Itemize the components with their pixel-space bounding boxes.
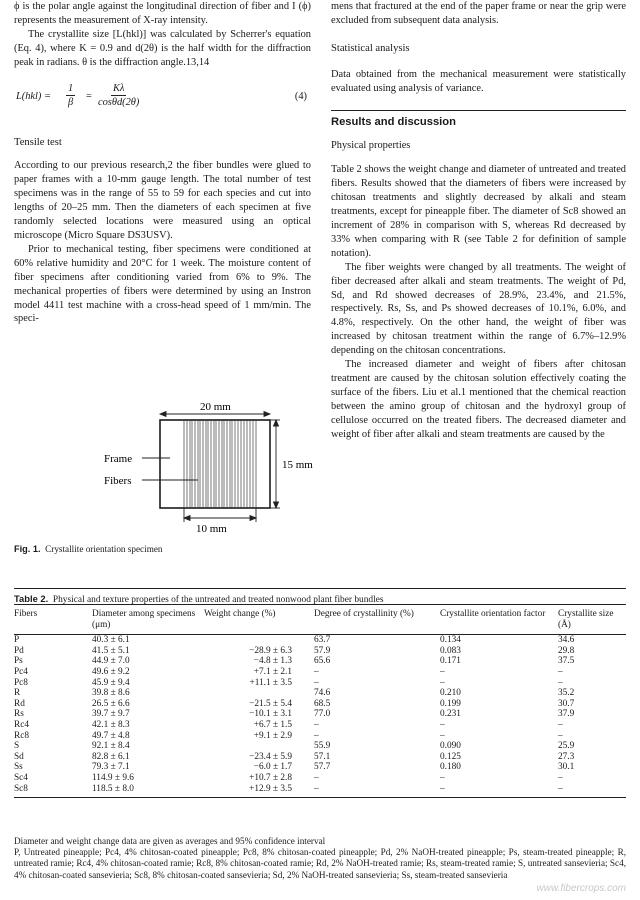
table-row [14,741,626,752]
table-cell: 35.2 [558,688,575,699]
table-cell: 37.5 [558,656,575,667]
table-cell: 79.3 ± 7.1 [92,762,130,773]
figure-caption [14,544,163,554]
table-cell [204,688,314,699]
table-cell: R [14,688,21,699]
table-cell: 41.5 ± 5.1 [92,645,130,656]
table-header-cell: Degree of crystallinity (%) [314,605,440,635]
table-row [14,656,626,667]
table-cell: 45.9 ± 9.4 [92,677,130,688]
table-cell: – [440,677,445,688]
table-cell [204,635,314,646]
equation-equals: = [86,90,92,102]
table-cell: – [558,730,563,741]
height-dimension-arrow [270,420,280,508]
table-cell: Ss [14,762,23,773]
table-cell: – [558,719,563,730]
table-cell: 55.9 [314,741,331,752]
table-cell: 42.1 ± 8.3 [92,719,130,730]
figure-caption-text: Crystallite orientation specimen [45,544,163,554]
table-row [14,709,626,720]
table-cell: 44.9 ± 7.0 [92,656,130,667]
table-cell: 34.6 [558,635,575,646]
table-row [14,762,626,773]
frame-label: Frame [104,453,133,465]
table-cell: Ps [14,656,23,667]
section-heading-tensile: Tensile test [14,136,62,148]
equation-fraction-1 [66,82,75,111]
table-cell: S [14,741,20,752]
table-cell: Pc4 [14,666,28,677]
table-cell: – [440,719,445,730]
figure-specimen-diagram [100,400,330,540]
table-cell: +7.1 ± 2.1 [253,666,292,677]
table-cell: 26.5 ± 6.6 [92,698,130,709]
table-row [14,752,626,763]
table-cell: −21.5 ± 5.4 [249,698,292,709]
table-cell: 30.7 [558,698,575,709]
table-header-row [14,605,626,635]
table-cell: 0.210 [440,688,461,699]
subsection-heading-physical: Physical properties [331,140,411,152]
paragraph-physical-2: The fiber weights were changed by all treatments. The weight of fiber decreased after alkali and steam treatments. The weight of Pd, Sd, and Rd showed decreases of 28.9%, 23.4%, and 21.5%, respectively. Rs, Ss, and Ps showed decreases of 10.1%, 6.0%, and 4.8%, respectively. On the other hand, the weight of fiber was increased by chitosan treatment within the range of 6.7%–12.9% depending on the chitosan concentrations. [331,261,626,357]
right-column [331,0,626,441]
table-cell: Rc4 [14,719,29,730]
gauge-dimension-arrow [184,508,256,522]
table-cell: 37.9 [558,709,575,720]
equation-fraction-2 [98,82,139,111]
paragraph-statistical: Data obtained from the mechanical measurement were statistically evaluated using analysis of variance. [331,68,626,94]
paragraph-physical-3: The increased diameter and weight of fibers after chitosan treatment are caused by the chitosan solution effectively coating the surface of the fibers. Liu et al.1 mentioned that the chemical reaction between the amino group of chitosan and the hydroxyl group of cellulose occurred on the treated fibers. The decreased diameter and weight of fiber after alkali and steam treatments are caused by the [331,359,626,440]
specimen-diagram-svg [100,400,330,540]
table-cell: – [314,784,440,798]
table-cell: 0.199 [440,698,461,709]
table-header-cell: Weight change (%) [204,605,314,635]
table-cell: Pd [14,645,24,656]
table-cell: Pc8 [14,677,28,688]
table-row [14,678,626,689]
left-column [14,0,311,326]
table-cell: 118.5 ± 8.0 [92,784,204,798]
table-cell: 49.7 ± 4.8 [92,730,130,741]
table-cell: – [314,677,319,688]
table-cell: 29.8 [558,645,575,656]
paragraph-physical-1: Table 2 shows the weight change and diameter of untreated and treated fibers. Results showed that the diameters of fibers were increased by chitosan treatments and slightly decreased by alkali and steam treatments, except for pineapple fiber. The diameter of Sc8 showed an increment of 28% in comparison with S, whereas Rd decreased by 33% when comparing with R (see Table 2 for definition of sample notation). [331,164,627,259]
table-row [14,688,626,699]
table-cell: 0.231 [440,709,461,720]
equation-frac1-numerator: 1 [66,82,75,97]
table-cell: 68.5 [314,698,331,709]
table-cell: Rs [14,709,24,720]
figure-caption-number: Fig. 1. [14,544,41,554]
table-cell: – [314,730,319,741]
table-cell: 0.171 [440,656,461,667]
paragraph-scherrer: The crystallite size [L(hkl)] was calculated by Scherrer's equation (Eq. 4), where K = 0.9 and d(2θ) is the half width for the diffraction peak in radians. θ is the diffraction angle.13,14 [14,28,311,68]
table-cell: – [314,772,319,783]
table-cell: – [440,772,445,783]
table-cell: 114.9 ± 9.6 [92,772,134,783]
table-cell: −28.9 ± 6.3 [249,645,292,656]
table-cell: – [558,784,626,798]
table-row [14,667,626,678]
table-cell: – [314,666,319,677]
table-cell: 74.6 [314,688,331,699]
table-title [14,588,626,605]
paragraph-tensile-1: According to our previous research,2 the fiber bundles were glued to paper frames with a 10-mm gauge length. The total number of test specimens was in the range of 55 to 59 for each species and cut into lengths of 20–25 mm. Then the diameters of each specimen at five randomly selected locations were measured using an optical microscope (Micro Square DS3USV). [14,160,311,241]
table-cell: −4.8 ± 1.3 [253,656,292,667]
equation-frac1-denominator: β [68,97,74,109]
table-cell: 39.8 ± 8.6 [92,688,130,699]
table-cell: 57.9 [314,645,331,656]
table-row [14,720,626,731]
table-header-cell: Crystallite size (Å) [558,605,626,635]
table-note-abbreviations: P, Untreated pineapple; Pc4, 4% chitosan-coated pineapple; Pc8, 8% chitosan-coated pineapple; Pd, 2% NaOH-treated pineapple; Ps, steam-treated pineapple; R, untreated ramie; Rc4, 4% chitosan-coated ramie; Rc8, 8% chitosan-coated ramie; Rd, 2% NaOH-treated ramie; Rs, steam-treated ramie; S, untreated sansevieria; Sc4, 4% chitosan-coated sansevieria; Sc8, 8% chitosan-coated sansevieria; Sd, 2% NaOH-treated sansevieria; Ss, steam-treated sansevieria [14,847,626,880]
table-cell: – [558,677,563,688]
table-row [14,646,626,657]
table-cell: P [14,635,20,646]
paragraph-polar-angle: ϕ is the polar angle against the longitudinal direction of fiber and I (ϕ) represents the measurement of X-ray intensity. [14,1,311,26]
table-cell: +9.1 ± 2.9 [253,730,292,741]
table-row [14,731,626,742]
table-cell: 40.3 ± 6.1 [92,635,130,646]
table-header-cell: Crystallite orientation factor [440,605,558,635]
site-watermark: www.fibercrops.com [536,883,626,894]
table-cell: 0.083 [440,645,461,656]
table-row [14,784,626,798]
height-label: 15 mm [282,459,313,471]
table-cell: 82.8 ± 6.1 [92,751,130,762]
table-cell: – [314,719,319,730]
table-cell: +12.9 ± 3.5 [204,784,314,798]
table-cell: +10.7 ± 2.8 [249,772,292,783]
table-cell: 63.7 [314,635,331,646]
paper-frame-outline [160,420,270,508]
table-body [14,635,626,798]
properties-table [14,604,626,798]
equation-frac2-denominator: cosθd(2θ) [98,97,140,109]
table-cell: 65.6 [314,656,331,667]
table-cell: – [558,772,563,783]
table-header-cell: Fibers [14,605,92,635]
table-cell: +11.1 ± 3.5 [249,677,292,688]
fibers-label: Fibers [104,475,132,487]
table-note-confidence: Diameter and weight change data are given as averages and 95% confidence interval [14,836,326,846]
equation-lhs: L(hkl) = [16,90,52,102]
table-cell: −23.4 ± 5.9 [249,751,292,762]
paragraph-specimens-cont: mens that fractured at the end of the paper frame or near the grip were excluded from subsequent data analysis. [331,1,626,26]
equation-number: (4) [294,90,307,102]
scherrer-equation [14,78,311,120]
table-cell: −6.0 ± 1.7 [253,762,292,773]
table-cell: Rd [14,698,25,709]
table-cell: 49.6 ± 9.2 [92,666,130,677]
table-row [14,773,626,784]
table-title-number: Table 2. [14,593,49,604]
table-cell: 57.7 [314,762,331,773]
table-cell: 77.0 [314,709,331,720]
table-row [14,699,626,710]
table-cell: −10.1 ± 3.1 [249,709,292,720]
table-cell: 27.3 [558,751,575,762]
table-cell: Sc4 [14,772,28,783]
gauge-label: 10 mm [196,523,227,535]
table-cell: – [558,666,563,677]
table-cell [204,741,314,752]
table-cell: 30.1 [558,762,575,773]
table-cell: 39.7 ± 9.7 [92,709,130,720]
table-cell: 0.134 [440,635,461,646]
table-cell: 0.180 [440,762,461,773]
table-title-text: Physical and texture properties of the untreated and treated nonwood plant fiber bundles [52,595,384,605]
table-cell: 25.9 [558,741,575,752]
table-cell: – [440,666,445,677]
table-cell: Rc8 [14,730,29,741]
table-cell: 0.125 [440,751,461,762]
table-cell: Sc8 [14,784,92,798]
equation-frac2-numerator: Kλ [111,82,126,97]
section-heading-results: Results and discussion [331,110,626,130]
table-cell: – [440,784,558,798]
table-cell: 92.1 ± 8.4 [92,741,130,752]
table-header-cell: Diameter among specimens (μm) [92,605,204,635]
table-footnotes [14,836,626,881]
table-cell: 57.1 [314,751,331,762]
table-row [14,635,626,646]
table-cell: 0.090 [440,741,461,752]
paragraph-tensile-2: Prior to mechanical testing, fiber specimens were conditioned at 60% relative humidity and 20°C for 1 week. The moisture content of fiber specimens after conditioning varied from 6% to 9%. The mechanical properties of fibers were determined by using an Instron model 4411 test machine with a cross-head speed of 1 mm/min. The speci- [14,243,311,325]
section-heading-statistical: Statistical analysis [331,42,410,54]
table-cell: – [440,730,445,741]
table-cell: Sd [14,751,24,762]
table-cell: +6.7 ± 1.5 [253,719,292,730]
width-label: 20 mm [200,401,231,413]
